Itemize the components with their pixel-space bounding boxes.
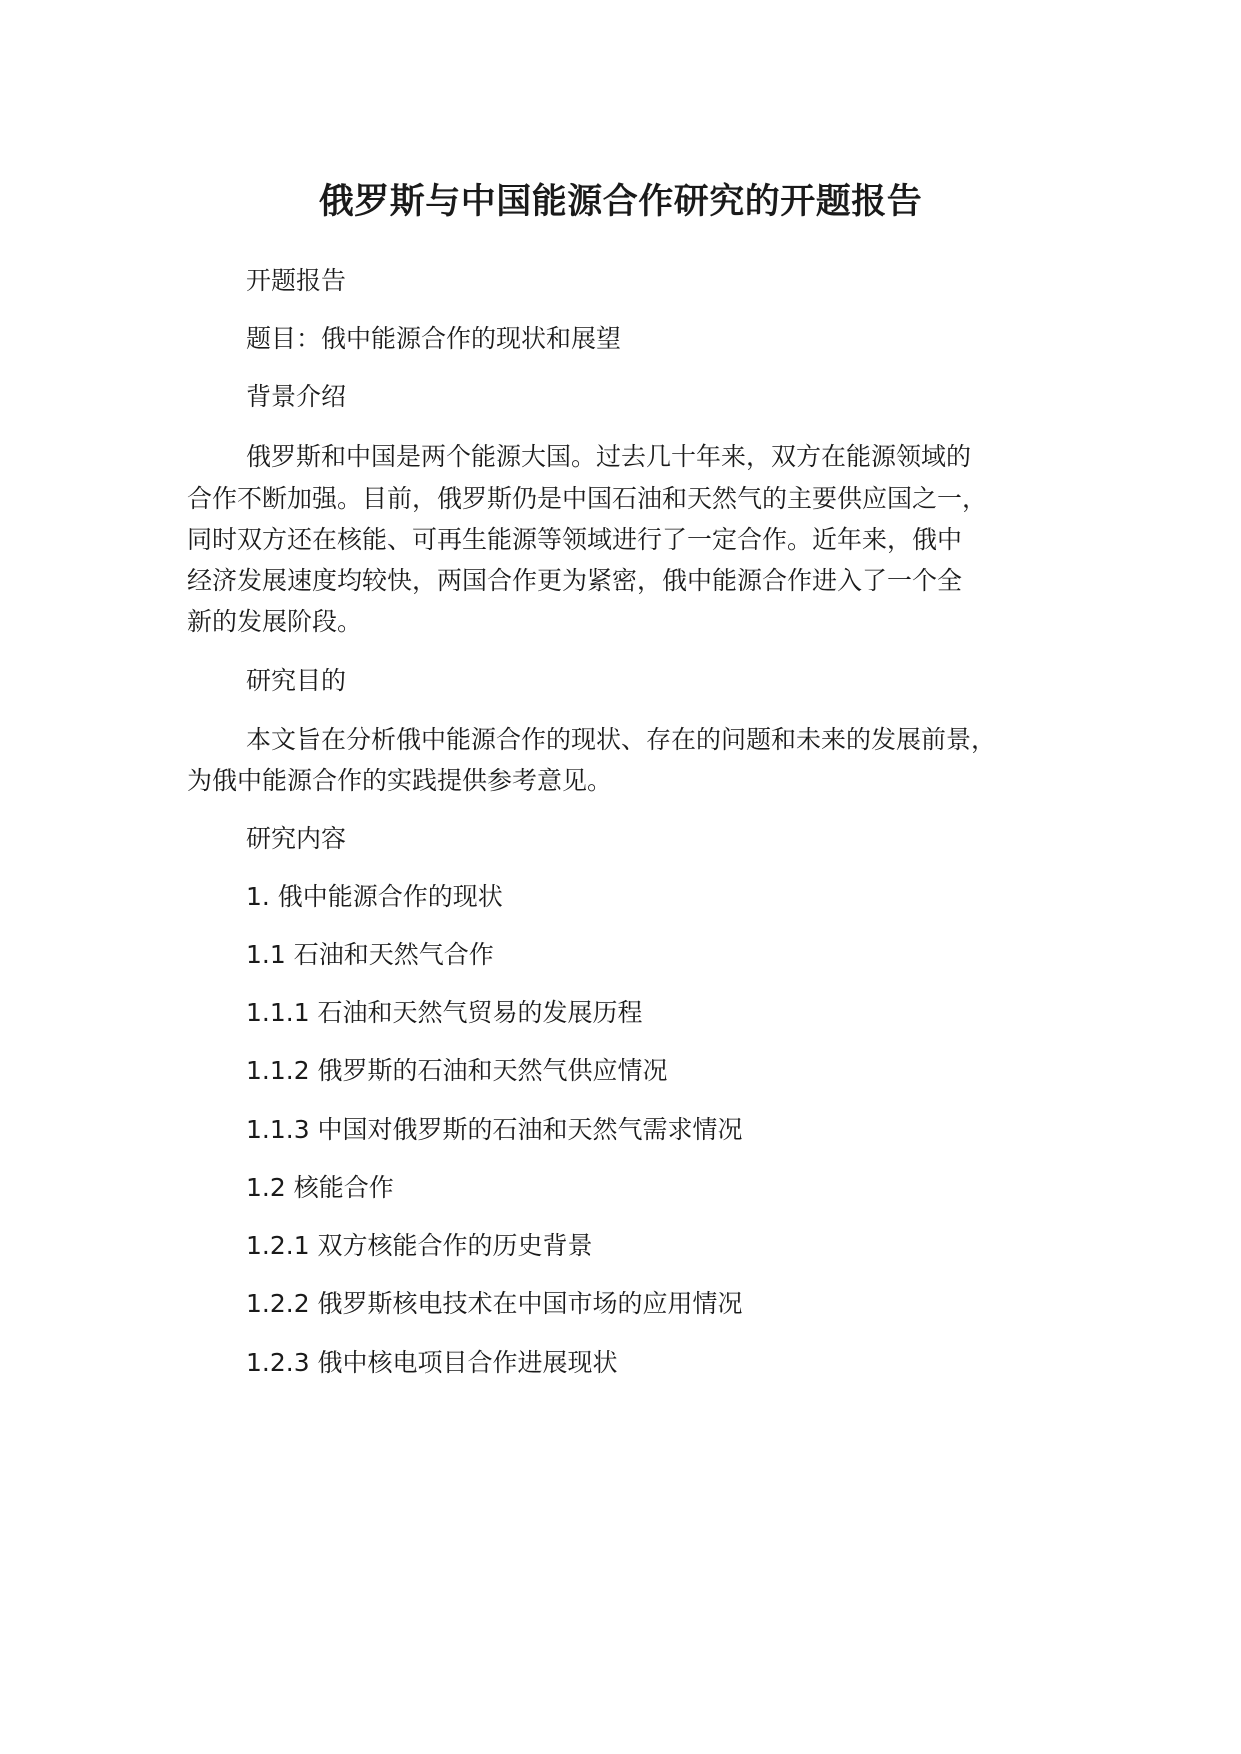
background-line: 新的发展阶段。 <box>187 607 363 636</box>
background-line: 俄罗斯和中国是两个能源大国。过去几十年来，双方在能源领域的 <box>246 442 972 471</box>
outline-item: 1.1.3 中国对俄罗斯的石油和天然气需求情况 <box>246 1115 743 1144</box>
outline-item: 1.1.1 石油和天然气贸易的发展历程 <box>246 998 643 1027</box>
purpose-line: 本文旨在分析俄中能源合作的现状、存在的问题和未来的发展前景， <box>246 725 997 754</box>
content-heading: 研究内容 <box>246 824 347 853</box>
document-title: 俄罗斯与中国能源合作研究的开题报告 <box>318 182 923 222</box>
outline-item: 1.2.1 双方核能合作的历史背景 <box>246 1231 593 1260</box>
background-line: 合作不断加强。目前，俄罗斯仍是中国石油和天然气的主要供应国之一， <box>187 484 988 513</box>
outline-item: 1.1 石油和天然气合作 <box>246 940 494 969</box>
outline-item: 1. 俄中能源合作的现状 <box>246 882 503 911</box>
outline-item: 1.2.2 俄罗斯核电技术在中国市场的应用情况 <box>246 1289 743 1318</box>
purpose-heading: 研究目的 <box>246 666 347 695</box>
background-line: 经济发展速度均较快，两国合作更为紧密，俄中能源合作进入了一个全 <box>187 566 963 595</box>
background-heading: 背景介绍 <box>246 382 347 411</box>
outline-item: 1.2.3 俄中核电项目合作进展现状 <box>246 1348 618 1377</box>
purpose-line: 为俄中能源合作的实践提供参考意见。 <box>187 766 613 795</box>
outline-item: 1.1.2 俄罗斯的石油和天然气供应情况 <box>246 1056 668 1085</box>
report-heading: 开题报告 <box>246 266 347 295</box>
background-line: 同时双方还在核能、可再生能源等领域进行了一定合作。近年来，俄中 <box>187 525 963 554</box>
topic-line: 题目：俄中能源合作的现状和展望 <box>246 324 622 353</box>
outline-item: 1.2 核能合作 <box>246 1173 394 1202</box>
